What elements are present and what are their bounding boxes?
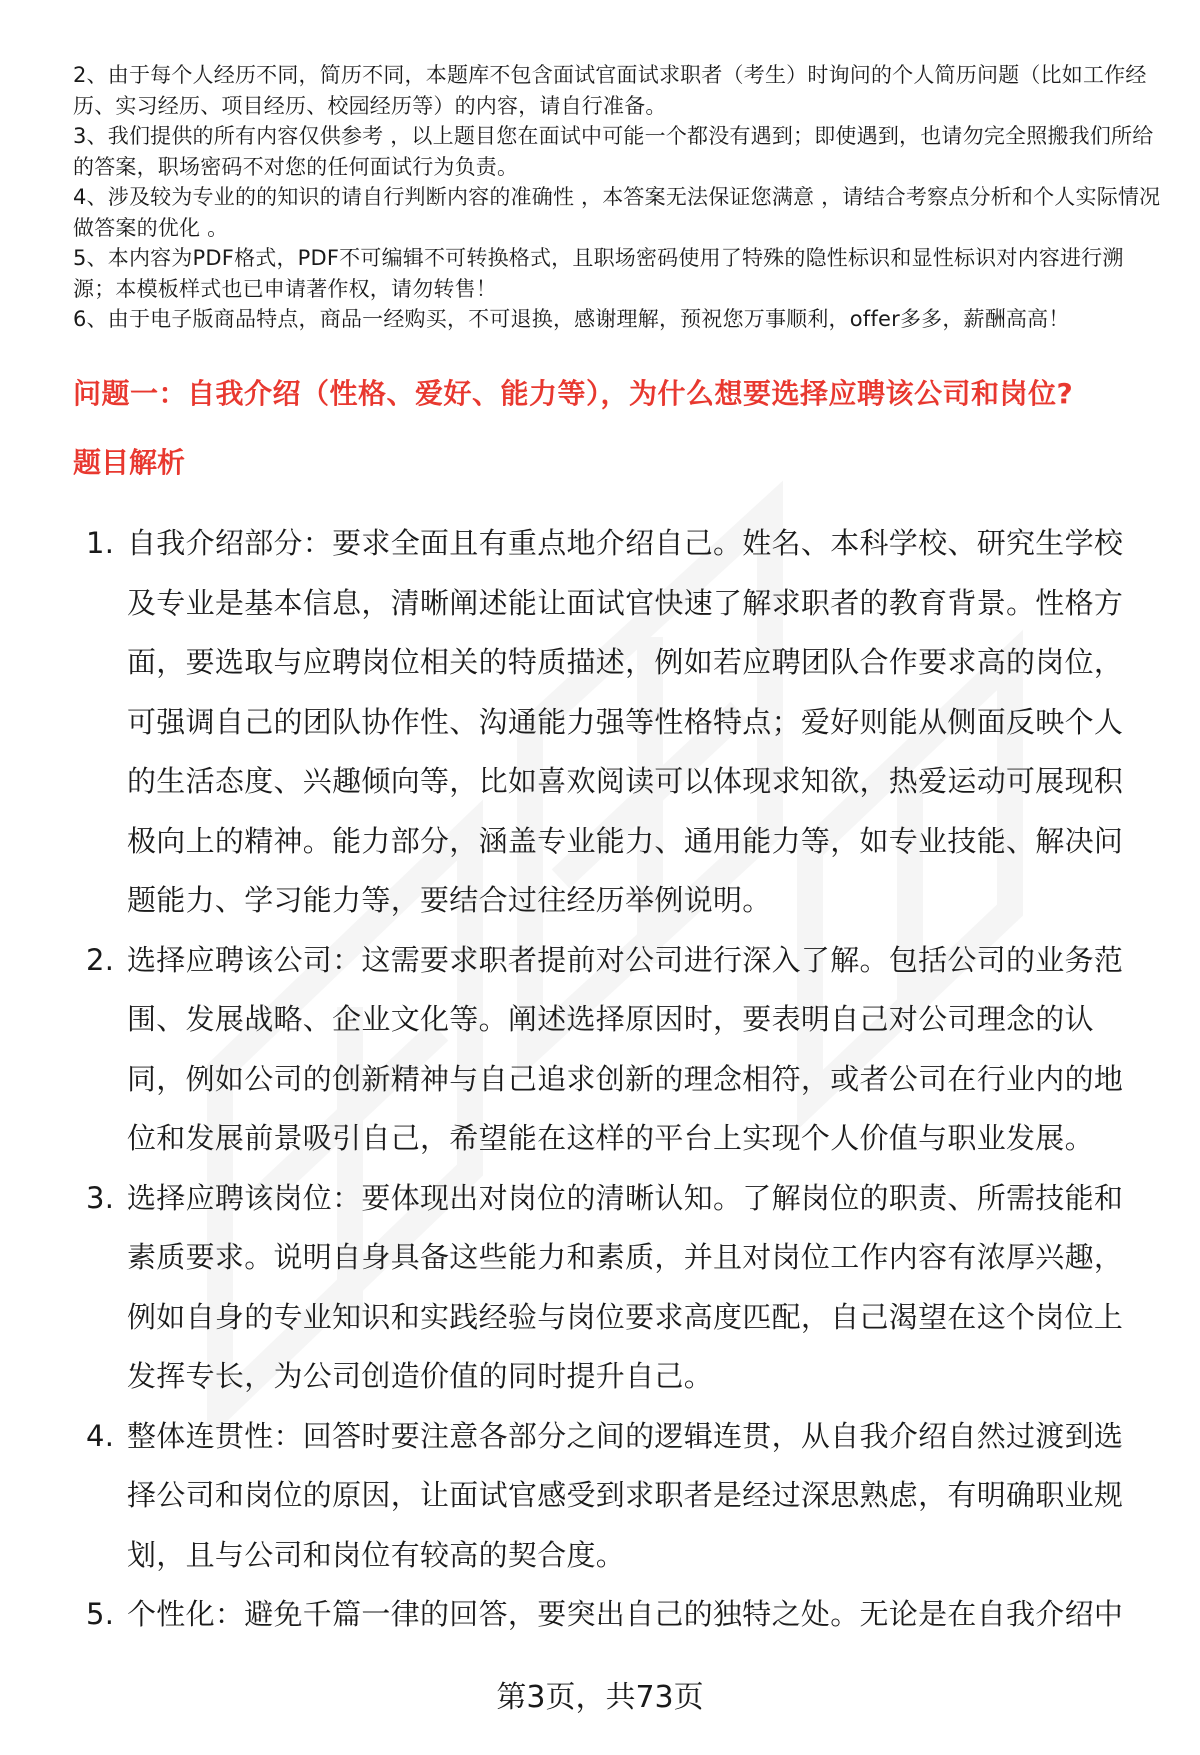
section-title: 题目解析 bbox=[73, 446, 186, 479]
analysis-item bbox=[80, 1585, 1146, 1645]
item-number: 3. bbox=[86, 1180, 115, 1215]
item-text: 选择应聘该岗位：要体现出对岗位的清晰认知。了解岗位的职责、所需技能和素质要求。说明自身具备这些能力和素质，并且对岗位工作内容有浓厚兴趣，例如自身的专业知识和实践经验与岗位要求高度匹配，自己渴望在这个岗位上发挥专长，为公司创造价值的同时提升自己。 bbox=[127, 1180, 1124, 1393]
item-text: 整体连贯性：回答时要注意各部分之间的逻辑连贯，从自我介绍自然过渡到选择公司和岗位的原因，让面试官感受到求职者是经过深思熟虑，有明确职业规划，且与公司和岗位有较高的契合度。 bbox=[127, 1418, 1124, 1572]
item-text: 选择应聘该公司：这需要求职者提前对公司进行深入了解。包括公司的业务范围、发展战略、企业文化等。阐述选择原因时，要表明自己对公司理念的认同，例如公司的创新精神与自己追求创新的理念相符，或者公司在行业内的地位和发展前景吸引自己，希望能在这样的平台上实现个人价值与职业发展。 bbox=[127, 942, 1124, 1155]
analysis-item bbox=[80, 1407, 1146, 1586]
item-number: 1. bbox=[86, 526, 115, 560]
note-item: 4、涉及较为专业的的知识的请自行判断内容的准确性 ，本答案无法保证您满意 ，请结合考察点分析和个人实际情况做答案的优化 。 bbox=[73, 185, 1161, 240]
analysis-item bbox=[80, 1169, 1146, 1407]
analysis-item bbox=[80, 931, 1146, 1169]
analysis-item bbox=[80, 514, 1146, 931]
analysis-list bbox=[80, 514, 1146, 1645]
question-heading: 问题一：自我介绍（性格、爱好、能力等），为什么想要选择应聘该公司和岗位? bbox=[73, 377, 1074, 410]
item-number: 4. bbox=[86, 1418, 115, 1453]
note-item: 2、由于每个人经历不同，简历不同，本题库不包含面试官面试求职者（考生）时询问的个人简历问题（比如工作经历、实习经历、项目经历、校园经历等）的内容，请自行准备。 bbox=[73, 63, 1147, 118]
disclaimer-notes bbox=[73, 60, 1163, 335]
page-number: 第3页，共73页 bbox=[496, 1680, 704, 1715]
item-number: 5. bbox=[86, 1597, 115, 1631]
note-item: 6、由于电子版商品特点，商品一经购买，不可退换，感谢理解，预祝您万事顺利，offer多多，薪酬高高！ bbox=[73, 307, 1070, 331]
item-text: 自我介绍部分：要求全面且有重点地介绍自己。姓名、本科学校、研究生学校及专业是基本信息，清晰阐述能让面试官快速了解求职者的教育背景。性格方面，要选取与应聘岗位相关的特质描述，例如若应聘团队合作要求高的岗位，可强调自己的团队协作性、沟通能力强等性格特点；爱好则能从侧面反映个人的生活态度、兴趣倾向等，比如喜欢阅读可以体现求知欲，热爱运动可展现积极向上的精神。能力部分，涵盖专业能力、通用能力等，如专业技能、解决问题能力、学习能力等，要结合过往经历举例说明。 bbox=[127, 526, 1124, 917]
note-item: 3、我们提供的所有内容仅供参考 ，以上题目您在面试中可能一个都没有遇到；即使遇到，也请勿完全照搬我们所给的答案，职场密码不对您的任何面试行为负责。 bbox=[73, 124, 1154, 179]
item-number: 2. bbox=[86, 942, 115, 977]
note-item: 5、本内容为PDF格式，PDF不可编辑不可转换格式，且职场密码使用了特殊的隐性标识和显性标识对内容进行溯源；本模板样式也已申请著作权，请勿转售！ bbox=[73, 246, 1124, 301]
item-text: 个性化：避免千篇一律的回答，要突出自己的独特之处。无论是在自我介绍中 bbox=[127, 1597, 1124, 1631]
